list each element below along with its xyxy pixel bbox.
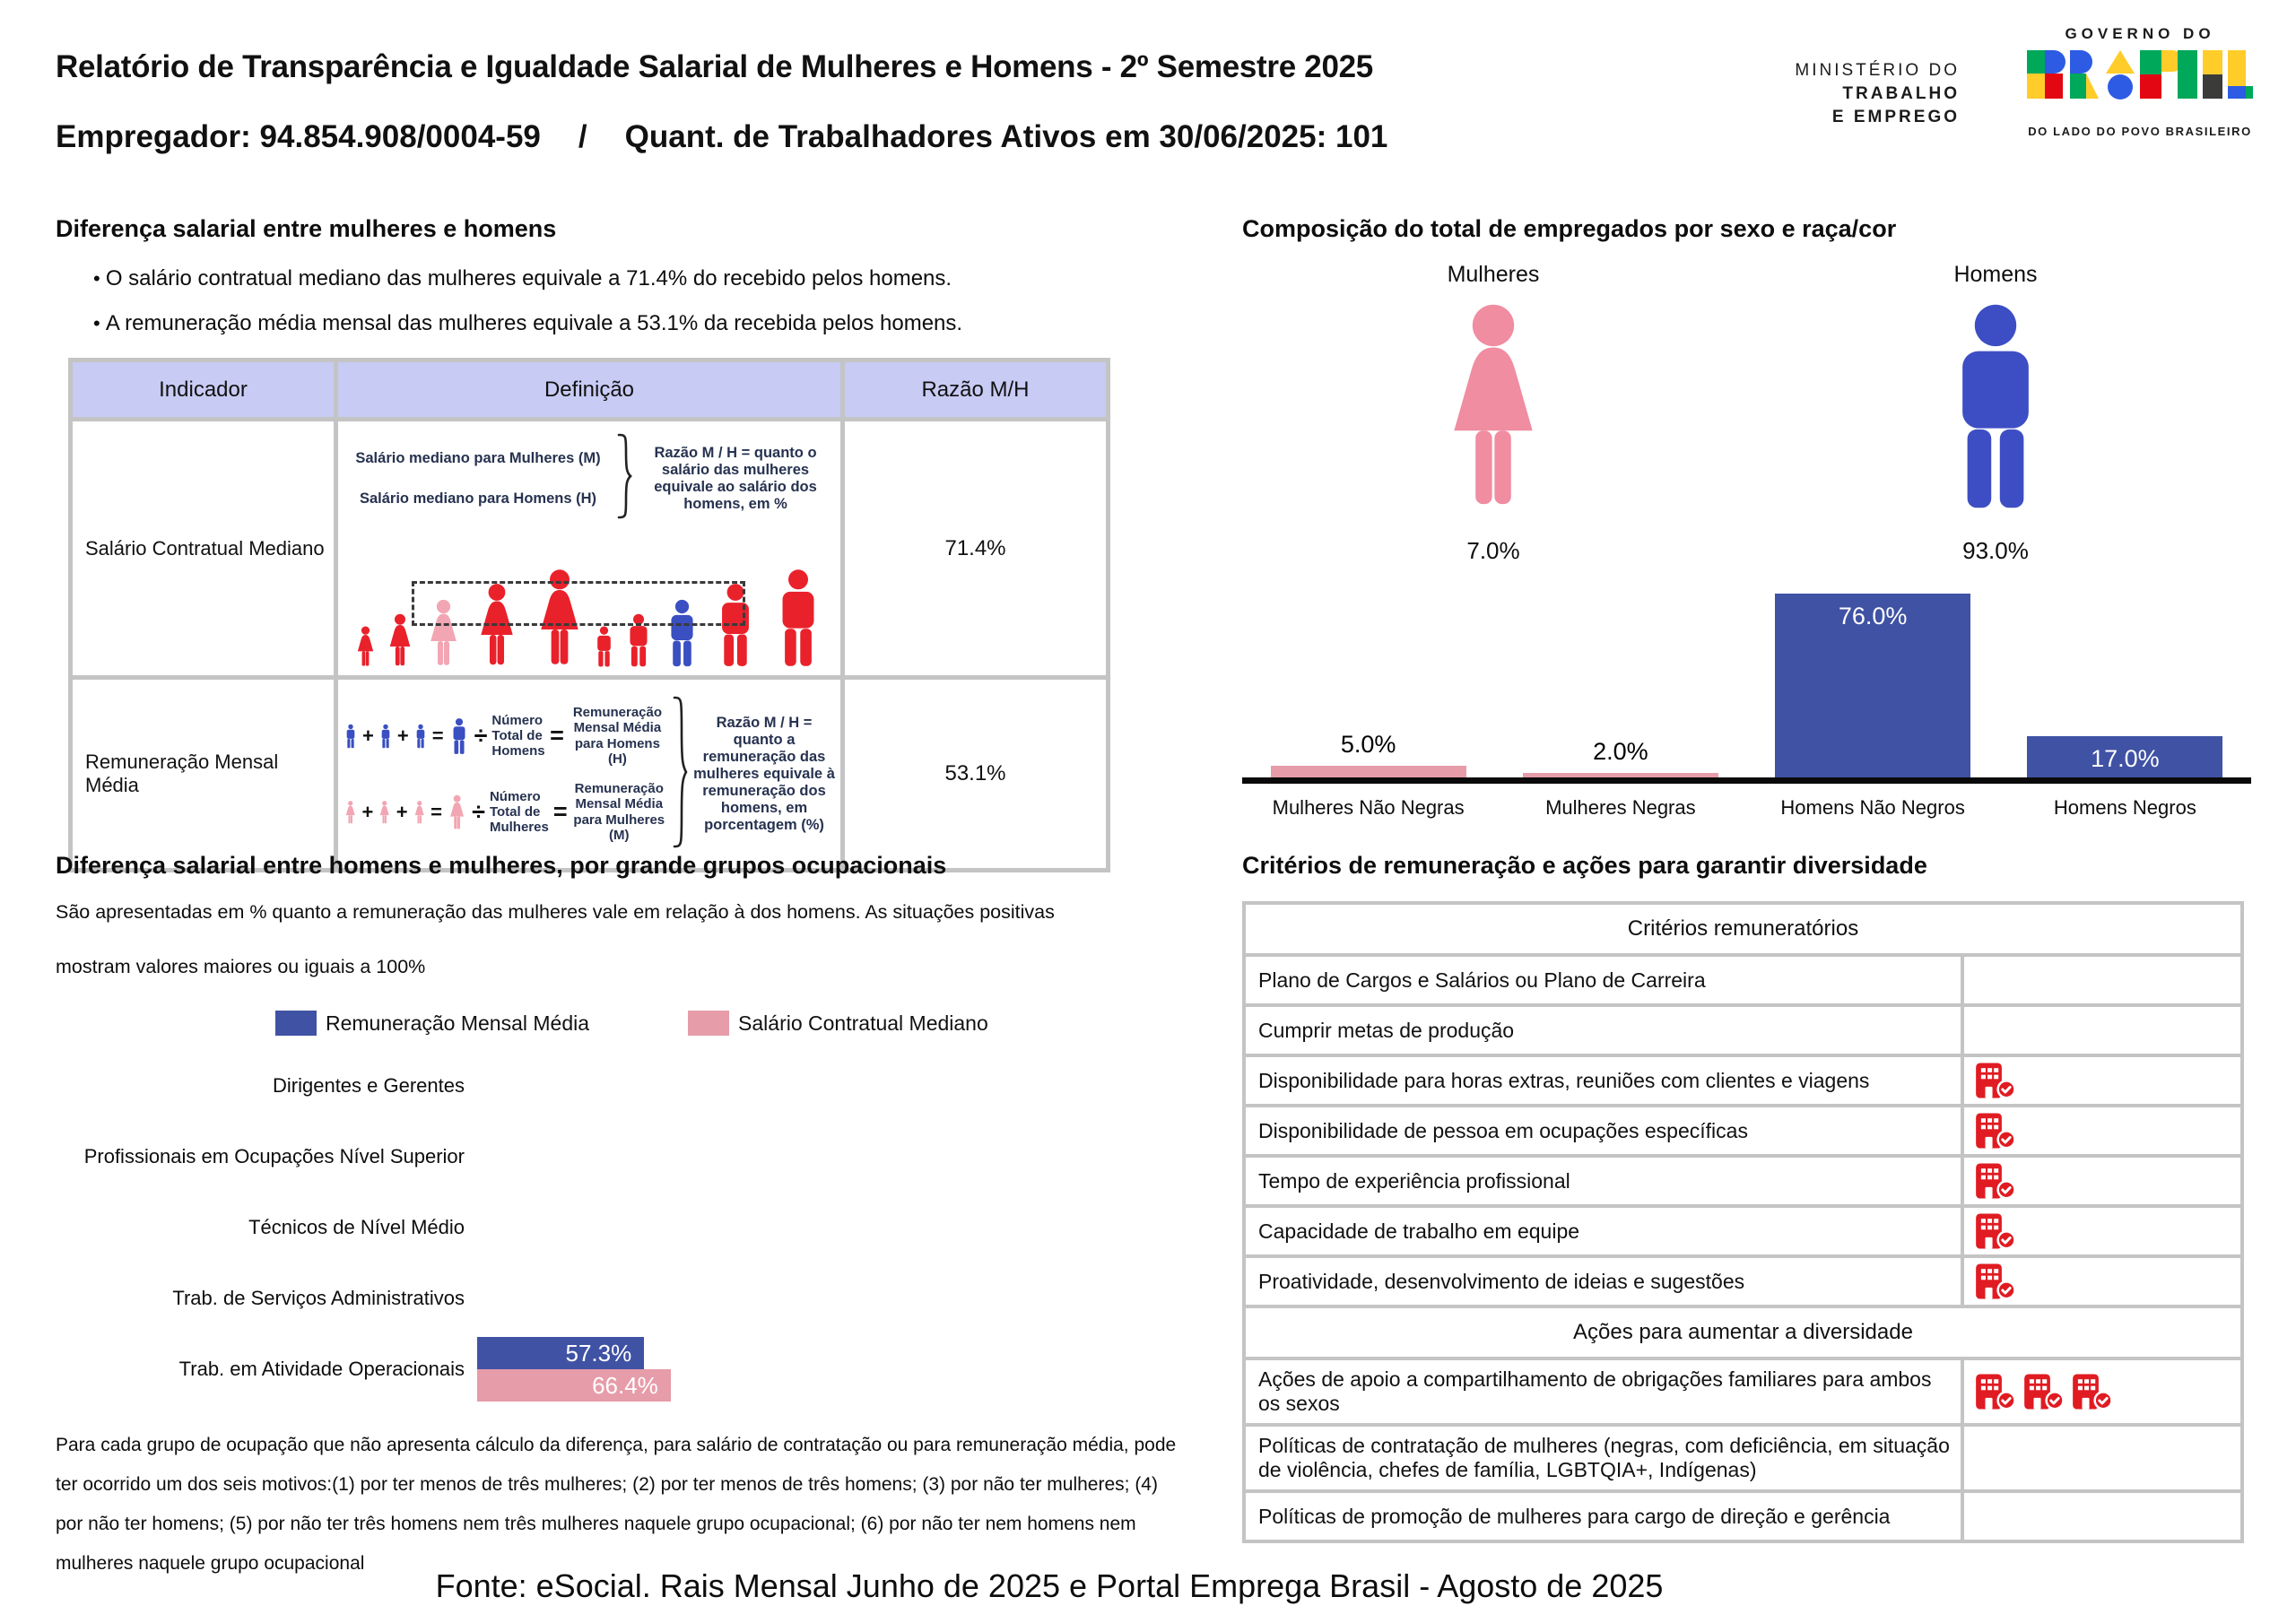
ministry-line: E EMPREGO <box>1831 108 1960 126</box>
table-row <box>71 420 1109 678</box>
employer-id: Empregador: 94.854.908/0004-59 <box>56 119 541 154</box>
composition-category-labels <box>1242 796 2251 820</box>
criteria-label: Proatividade, desenvolvimento de ideias e sugestões <box>1244 1256 1962 1306</box>
company-check-icon <box>1975 1373 2016 1410</box>
woman-figure-icon <box>447 789 467 836</box>
criteria-row <box>1244 1055 2242 1106</box>
company-check-icon <box>1975 1212 2016 1250</box>
criteria-label: Disponibilidade de pessoa em ocupações específicas <box>1244 1106 1962 1156</box>
bar-slot <box>1747 574 1999 777</box>
criteria-row <box>1244 1156 2242 1206</box>
gender-label: Homens <box>1953 262 2038 287</box>
company-check-icon <box>2072 1373 2113 1410</box>
chart-legend <box>275 1011 1204 1036</box>
men-average-equation: + + = ÷ Número Total de Homens = Remuneração Mensal Média para Homens (H) <box>344 705 666 767</box>
col-header-indicator: Indicador <box>71 360 336 420</box>
section-occupational <box>56 852 1204 1584</box>
col-header-definition: Definição <box>336 360 843 420</box>
gender-label: Mulheres <box>1447 262 1540 287</box>
criteria-row <box>1244 1005 2242 1055</box>
bar-slot <box>1494 574 1746 777</box>
composition-heading: Composição do total de empregados por sexo e raça/cor <box>1242 215 1897 242</box>
result-label: Remuneração Mensal Média para Mulheres (M) <box>573 781 665 843</box>
man-figure-icon <box>413 721 428 751</box>
ministry-line: MINISTÉRIO DO <box>1795 61 1960 80</box>
criteria-status-cell <box>1962 1206 2242 1256</box>
bar-slot <box>1999 574 2251 777</box>
indicator-name: Remuneração Mensal Média <box>71 678 336 871</box>
occupation-row <box>56 1121 1204 1192</box>
company-check-icon <box>1975 1263 2016 1300</box>
figure-illustration <box>347 531 831 667</box>
woman-figure-icon <box>378 797 391 828</box>
ministry-logo <box>1753 59 1960 129</box>
salary-gap-heading: Diferença salarial entre mulheres e homens <box>56 215 557 242</box>
criteria-status-cell <box>1962 1256 2242 1306</box>
criteria-label: Capacidade de trabalho em equipe <box>1244 1206 1962 1256</box>
criteria-label: Políticas de contratação de mulheres (negras, com deficiência, em situação de violência, chefes de família, LGBTQIA+, Indígenas) <box>1244 1425 1962 1491</box>
composition-bar-chart <box>1242 574 2251 784</box>
result-label: Remuneração Mensal Média para Homens (H) <box>572 705 663 767</box>
employer-info <box>56 119 1387 155</box>
separator: / <box>578 119 587 154</box>
gender-percentage: 93.0% <box>1962 537 2029 564</box>
man-figure-icon <box>448 713 470 759</box>
criteria-status-cell <box>1962 1106 2242 1156</box>
brace-glyph <box>616 433 632 519</box>
definition-cell <box>336 678 843 871</box>
brace-icon <box>616 433 632 524</box>
bar-Mulheres Negras <box>1523 737 1718 777</box>
category-label: Mulheres Negras <box>1545 796 1696 819</box>
page-title: Relatório de Transparência e Igualdade Salarial de Mulheres e Homens - 2º Semestre 2025 <box>56 49 1373 84</box>
indicator-table <box>68 358 1110 872</box>
women-average-equation: + + = ÷ Número Total de Mulheres = Remuneração Mensal Média para Mulheres (M) <box>344 781 666 843</box>
criteria-status-cell <box>1962 1005 2242 1055</box>
criteria-row <box>1244 1358 2242 1425</box>
gender-percentage: 7.0% <box>1466 537 1520 564</box>
criteria-row <box>1244 1491 2242 1541</box>
table-row <box>71 678 1109 871</box>
criteria-label: Plano de Cargos e Salários ou Plano de Carreira <box>1244 955 1962 1005</box>
company-check-icon <box>2023 1373 2065 1410</box>
criteria-section-header-row <box>1244 903 2242 955</box>
occupation-label: Trab. de Serviços Administrativos <box>172 1286 465 1309</box>
bar-slot <box>1242 574 1494 777</box>
divisor-label: Número Total de Homens <box>491 712 545 759</box>
col-header-ratio: Razão M/H <box>843 360 1109 420</box>
occupation-label: Técnicos de Nível Médio <box>248 1215 465 1238</box>
bar-value-label: 17.0% <box>2091 745 2160 773</box>
category-label: Homens Negros <box>2053 796 2196 819</box>
company-check-icon <box>1975 1112 2016 1150</box>
criteria-row <box>1244 1206 2242 1256</box>
criteria-row <box>1244 1425 2242 1491</box>
definition-cell <box>336 420 843 678</box>
occupation-row <box>56 1192 1204 1263</box>
criteria-status-cell <box>1962 1358 2242 1425</box>
governo-do-label: GOVERNO DO <box>2065 25 2215 42</box>
company-check-icon <box>1975 1162 2016 1200</box>
criteria-section-header-row <box>1244 1306 2242 1358</box>
gender-block <box>1242 262 1744 565</box>
criteria-table <box>1242 901 2244 1543</box>
category-label: Homens Não Negros <box>1780 796 1965 819</box>
man-icon <box>1929 302 2062 510</box>
criteria-row <box>1244 1256 2242 1306</box>
criteria-label: Ações de apoio a compartilhamento de obrigações familiares para ambos os sexos <box>1244 1358 1962 1425</box>
bar-Homens Não Negros <box>1775 594 1970 777</box>
bullet-median-salary: • O salário contratual mediano das mulheres equivale a 71.4% do recebido pelos homens. <box>93 266 1181 291</box>
occupation-label: Profissionais em Ocupações Nível Superior <box>83 1144 465 1167</box>
criteria-status-cell <box>1962 1156 2242 1206</box>
ministry-line: TRABALHO <box>1842 84 1960 103</box>
bar-value-label: 76.0% <box>1838 602 1908 629</box>
criteria-label: Políticas de promoção de mulheres para cargo de direção e gerência <box>1244 1491 1962 1541</box>
dashed-highlight-box <box>412 581 745 626</box>
gender-block <box>1744 262 2247 565</box>
median-men-label: Salário mediano para Homens (H) <box>359 490 597 507</box>
brace-icon <box>672 696 688 853</box>
ratio-note: Razão M / H = quanto a remuneração das mulheres equivale à remuneração dos homens, em porcentagem (%) <box>693 714 835 833</box>
section-salary-gap <box>56 215 1181 872</box>
median-women-label: Salário mediano para Mulheres (M) <box>355 449 601 466</box>
criteria-label: Disponibilidade para horas extras, reuniões com clientes e viagens <box>1244 1055 1962 1106</box>
occupational-bar-chart <box>56 1050 1204 1404</box>
section-criteria <box>1242 852 2244 1543</box>
man-figure-icon <box>344 721 358 751</box>
criteria-status-cell <box>1962 1491 2242 1541</box>
occupational-subtitle: São apresentadas em % quanto a remuneração das mulheres vale em relação à dos homens. As situações positivas mostram valores maiores ou iguais a 100% <box>56 901 1055 977</box>
occupational-footnote: Para cada grupo de ocupação que não apresenta cálculo da diferença, para salário de contratação ou para remuneração média, pode ter ocorrido um dos seis motivos:(1) por ter menos de três mulheres; (2) por ter menos de três homens; (3) por não ter mulheres; (4) por não ter homens; (5) por não ter três homens nem três mulheres naquele grupo ocupacional; (6) por não ter nem homens nem mulheres naquele grupo ocupacional <box>56 1435 1177 1574</box>
occupation-row <box>56 1333 1204 1404</box>
criteria-row <box>1244 1106 2242 1156</box>
criteria-section-header: Ações para aumentar a diversidade <box>1244 1306 2242 1358</box>
legend-item <box>688 1011 988 1036</box>
brasil-tagline: DO LADO DO POVO BRASILEIRO <box>2028 125 2252 138</box>
criteria-label: Tempo de experiência profissional <box>1244 1156 1962 1206</box>
section-composition <box>1242 215 2283 819</box>
occupational-heading: Diferença salarial entre homens e mulheres, por grande grupos ocupacionais <box>56 852 947 879</box>
salary-gap-bullets <box>93 266 1181 336</box>
ratio-note: Razão M / H = quanto o salário das mulheres equivale ao salário dos homens, em % <box>654 444 817 512</box>
occupation-label: Dirigentes e Gerentes <box>273 1073 465 1097</box>
legend-item <box>275 1011 589 1036</box>
occupation-label: Trab. em Atividade Operacionais <box>178 1357 465 1380</box>
occupation-row <box>56 1050 1204 1121</box>
criteria-heading: Critérios de remuneração e ações para garantir diversidade <box>1242 852 1927 879</box>
brace-glyph <box>672 696 688 848</box>
company-check-icon <box>1975 1062 2016 1099</box>
bar-Remuneração Mensal Média: 57.3% <box>477 1337 644 1369</box>
brasil-logo-icon <box>2027 48 2253 115</box>
woman-figure-icon <box>344 797 357 828</box>
ratio-value: 53.1% <box>843 678 1109 871</box>
occupation-row <box>56 1263 1204 1333</box>
legend-label: Salário Contratual Mediano <box>738 1011 988 1035</box>
criteria-status-cell <box>1962 955 2242 1005</box>
divisor-label: Número Total de Mulheres <box>489 788 549 836</box>
criteria-section-header: Critérios remuneratórios <box>1244 903 2242 955</box>
legend-swatch <box>688 1011 729 1036</box>
bar-Salário Contratual Mediano: 66.4% <box>477 1369 671 1402</box>
man-figure-icon <box>591 626 617 667</box>
bullet-average-pay: • A remuneração média mensal das mulheres equivale a 53.1% da recebida pelos homens. <box>93 311 1181 336</box>
gender-summary <box>1242 262 2247 565</box>
man-figure-icon <box>378 721 393 751</box>
criteria-status-cell <box>1962 1425 2242 1491</box>
woman-figure-icon <box>352 626 378 667</box>
woman-figure-icon <box>413 797 426 828</box>
criteria-status-cell <box>1962 1055 2242 1106</box>
criteria-label: Cumprir metas de produção <box>1244 1005 1962 1055</box>
bar-Homens Negros <box>2027 736 2222 777</box>
ratio-value: 71.4% <box>843 420 1109 678</box>
bar-value-label: 2.0% <box>1593 737 1648 765</box>
governo-do-brasil-logo <box>2020 25 2260 138</box>
woman-icon <box>1427 302 1560 510</box>
bar-value-label: 5.0% <box>1340 730 1396 758</box>
man-figure-icon <box>767 568 830 667</box>
legend-label: Remuneração Mensal Média <box>326 1011 590 1035</box>
footer-source: Fonte: eSocial. Rais Mensal Junho de 2025 e Portal Emprega Brasil - Agosto de 2025 <box>435 1567 1664 1604</box>
indicator-name: Salário Contratual Mediano <box>71 420 336 678</box>
active-workers: Quant. de Trabalhadores Ativos em 30/06/2025: 101 <box>624 119 1388 154</box>
criteria-row <box>1244 955 2242 1005</box>
legend-swatch <box>275 1011 317 1036</box>
category-label: Mulheres Não Negras <box>1272 796 1465 819</box>
bar-Mulheres Não Negras <box>1271 730 1466 778</box>
